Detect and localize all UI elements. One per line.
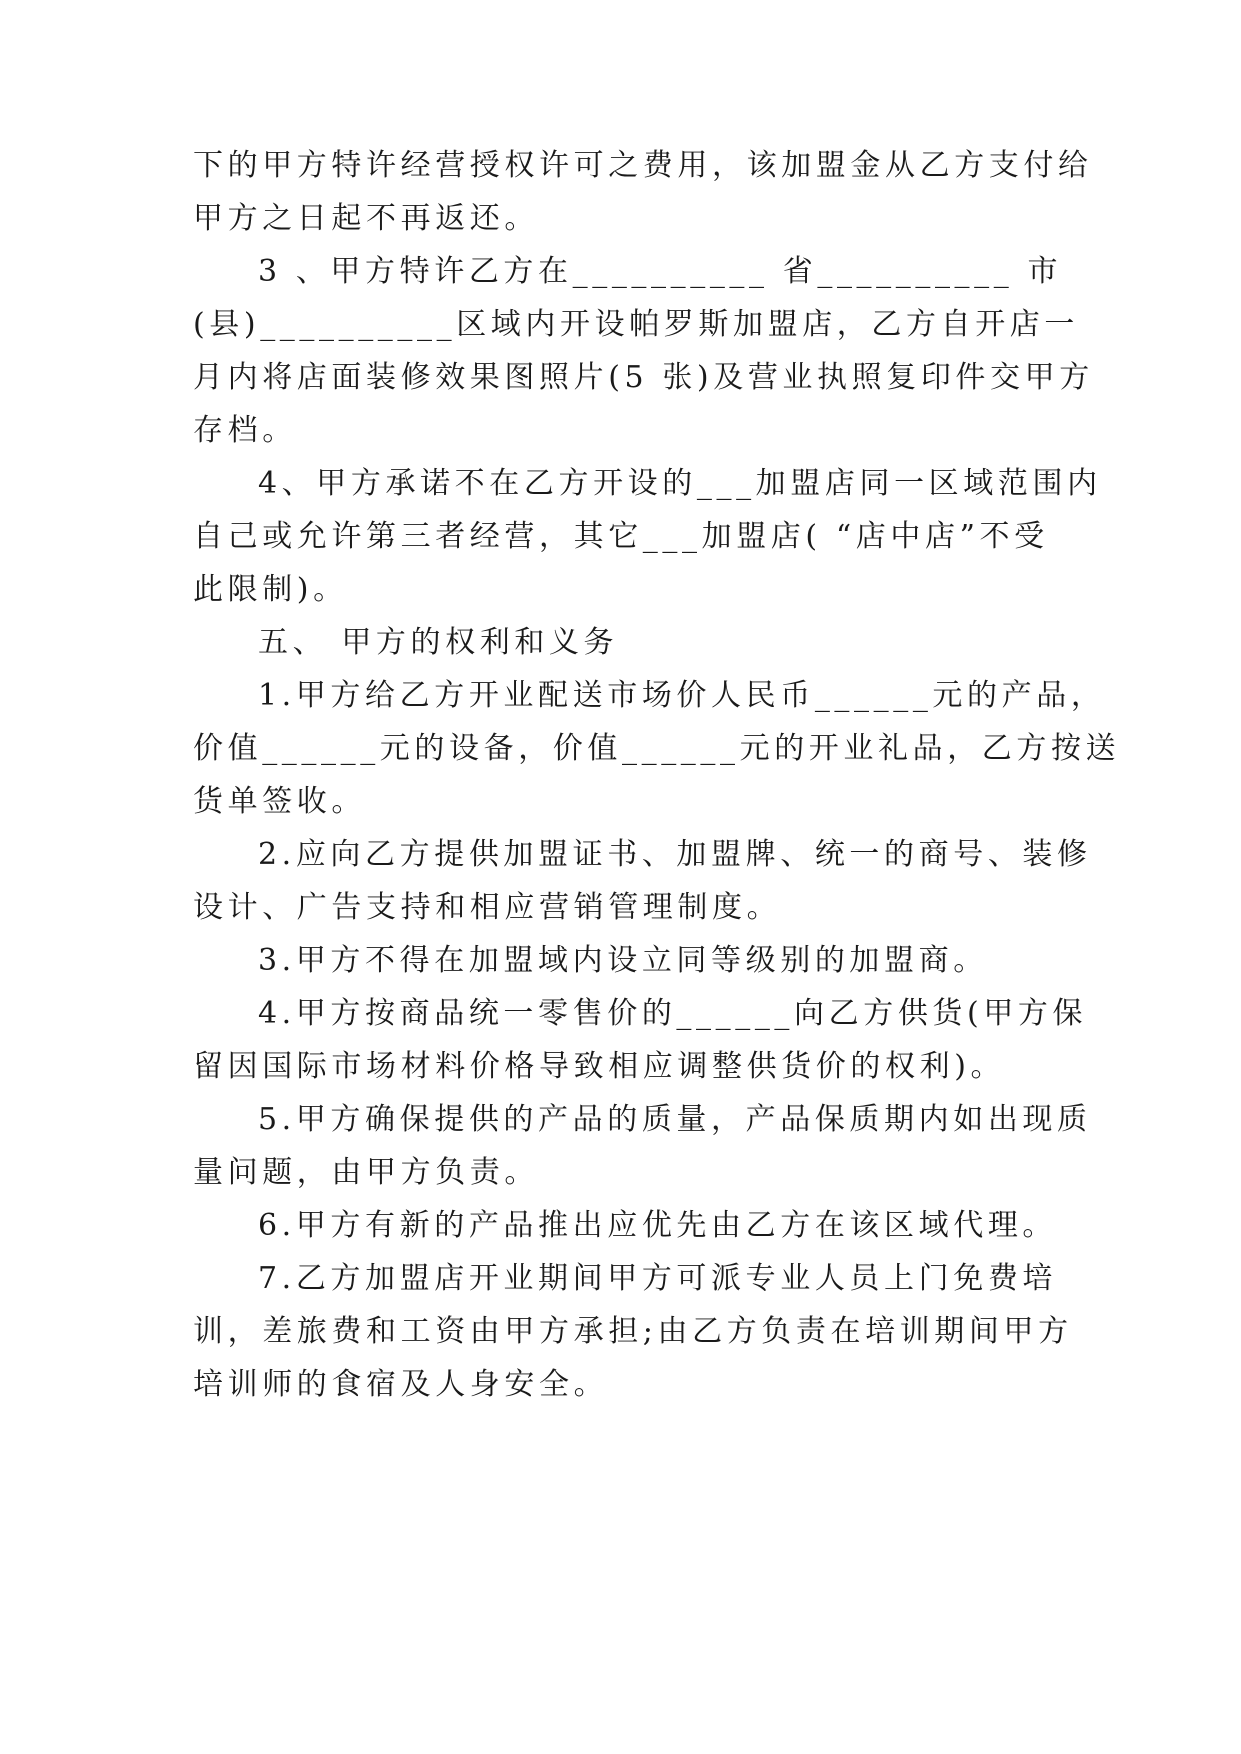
text-line: 自己或允许第三者经营，其它___加盟店( “店中店”不受: [193, 519, 1049, 554]
text-line: 量问题，由甲方负责。: [193, 1155, 539, 1190]
text-line: 4.甲方按商品统一零售价的______向乙方供货(甲方保: [258, 996, 1088, 1031]
text-line: 培训师的食宿及人身安全。: [193, 1367, 609, 1402]
text-line: 1.甲方给乙方开业配送市场价人民币______元的产品，: [258, 678, 1106, 713]
text-line: 此限制)。: [193, 572, 348, 607]
text-line: 价值______元的设备，价值______元的开业礼品，乙方按送: [193, 731, 1121, 766]
text-line: 设计、广告支持和相应营销管理制度。: [193, 890, 782, 925]
text-line: 月内将店面装修效果图照片(5 张)及营业执照复印件交甲方: [193, 360, 1094, 395]
text-line: 下的甲方特许经营授权许可之费用，该加盟金从乙方支付给: [193, 148, 1093, 183]
text-line: 3.甲方不得在加盟域内设立同等级别的加盟商。: [258, 943, 988, 978]
section-heading: 五、 甲方的权利和义务: [258, 625, 619, 660]
text-line: 存档。: [193, 413, 297, 448]
text-line: 3 、甲方特许乙方在__________ 省__________ 市: [258, 254, 1063, 289]
text-line: 4、甲方承诺不在乙方开设的___加盟店同一区域范围内: [258, 466, 1102, 501]
text-line: 7.乙方加盟店开业期间甲方可派专业人员上门免费培: [258, 1261, 1058, 1296]
text-line: 留因国际市场材料价格导致相应调整供货价的权利)。: [193, 1049, 1006, 1084]
text-line: 6.甲方有新的产品推出应优先由乙方在该区域代理。: [258, 1208, 1058, 1243]
text-line: 甲方之日起不再返还。: [193, 201, 539, 236]
text-line: (县)__________区域内开设帕罗斯加盟店，乙方自开店一: [193, 307, 1080, 342]
text-line: 训，差旅费和工资由甲方承担;由乙方负责在培训期间甲方: [193, 1314, 1073, 1349]
text-line: 货单签收。: [193, 784, 366, 819]
text-line: 2.应向乙方提供加盟证书、加盟牌、统一的商号、装修: [258, 837, 1092, 872]
text-line: 5.甲方确保提供的产品的质量，产品保质期内如出现质: [258, 1102, 1092, 1137]
